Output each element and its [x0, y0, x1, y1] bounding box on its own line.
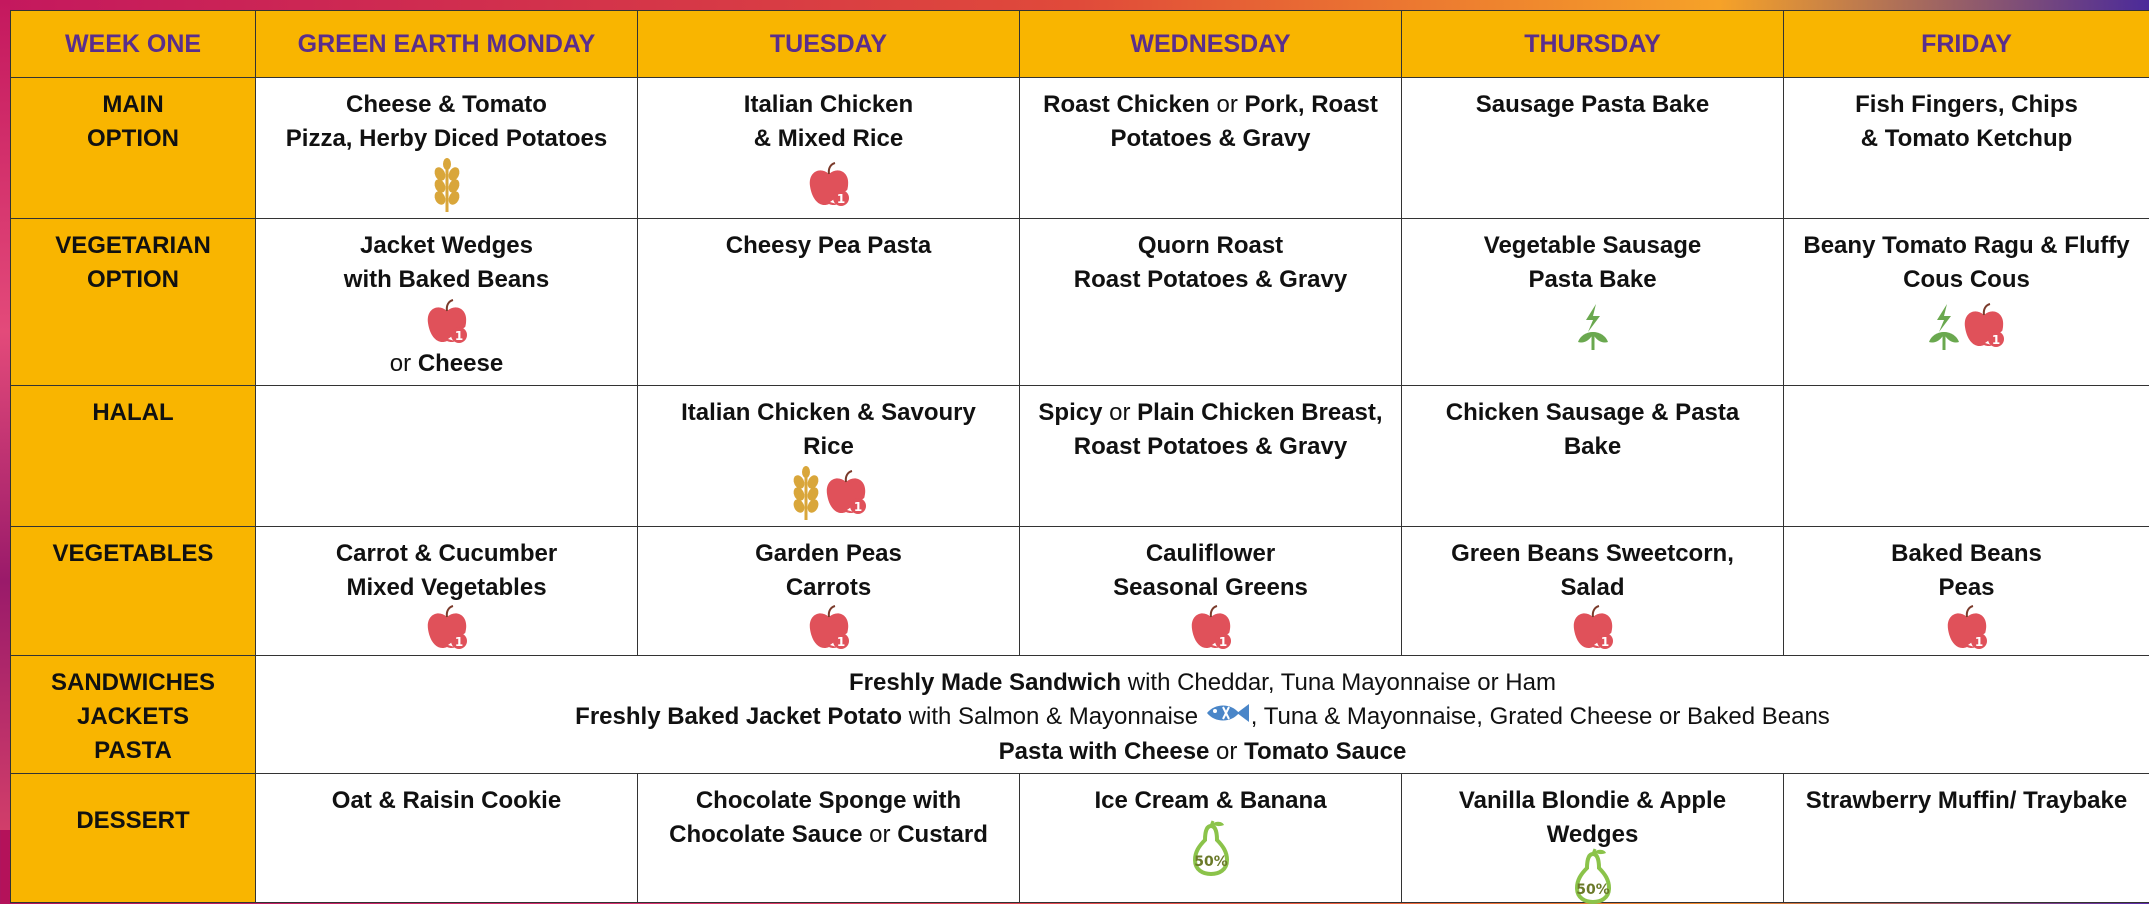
- apple-icon: [806, 162, 852, 210]
- apple-icon: [806, 605, 852, 653]
- sandwiches-row: [11, 656, 2149, 774]
- halal-row: [11, 386, 2149, 527]
- sandwiches-all-week: [256, 656, 2149, 774]
- wheat-icon: [789, 466, 823, 522]
- week-label: WEEK ONE: [11, 11, 256, 78]
- decorative-top-strip: [0, 0, 2149, 10]
- apple-icon: [1944, 605, 1990, 653]
- halal-thursday: Chicken Sausage & Pasta Bake: [1402, 386, 1784, 527]
- header-row: [11, 11, 2149, 78]
- apple-icon: [1188, 605, 1234, 653]
- decorative-left-strip: [0, 0, 10, 830]
- main-option-row: [11, 78, 2149, 219]
- apple-icon: [1570, 605, 1616, 653]
- day-header-wednesday: WEDNESDAY: [1020, 11, 1402, 78]
- svg-text:1: 1: [853, 500, 861, 514]
- main-thursday: Sausage Pasta Bake: [1402, 78, 1784, 219]
- svg-text:1: 1: [1974, 635, 1982, 649]
- row-label-dessert: DESSERT: [11, 773, 256, 902]
- weekly-menu-table: [10, 10, 2149, 903]
- vegetables-thursday: Green Beans Sweetcorn, Salad 1: [1402, 527, 1784, 656]
- row-label-vegetarian-option: VEGETARIAN OPTION: [11, 219, 256, 386]
- dessert-row: [11, 773, 2149, 902]
- dessert-wednesday: Ice Cream & Banana 50%: [1020, 773, 1402, 902]
- apple-icon: [424, 605, 470, 653]
- halal-monday: [256, 386, 638, 527]
- svg-text:1: 1: [1600, 635, 1608, 649]
- day-header-friday: FRIDAY: [1784, 11, 2149, 78]
- svg-text:1: 1: [1991, 333, 1999, 347]
- apple-icon: [424, 299, 470, 347]
- halal-wednesday: Spicy or Plain Chicken Breast, Roast Potatoes & Gravy: [1020, 386, 1402, 527]
- main-wednesday: Roast Chicken or Pork, Roast Potatoes & Gravy: [1020, 78, 1402, 219]
- vegetables-wednesday: Cauliflower Seasonal Greens 1: [1020, 527, 1402, 656]
- fish-icon: [1205, 701, 1251, 735]
- dessert-monday: Oat & Raisin Cookie: [256, 773, 638, 902]
- plant-energy-icon: [1576, 302, 1610, 352]
- row-label-sandwiches: SANDWICHES JACKETS PASTA: [11, 656, 256, 774]
- vegetarian-option-row: [11, 219, 2149, 386]
- vegetables-tuesday: Garden Peas Carrots 1: [638, 527, 1020, 656]
- plant-energy-icon: [1927, 302, 1961, 352]
- vegetables-monday: Carrot & Cucumber Mixed Vegetables 1: [256, 527, 638, 656]
- row-label-halal: HALAL: [11, 386, 256, 527]
- vegetarian-thursday: Vegetable Sausage Pasta Bake: [1402, 219, 1784, 386]
- svg-text:50%: 50%: [1576, 882, 1610, 898]
- row-label-vegetables: VEGETABLES: [11, 527, 256, 656]
- day-header-tuesday: TUESDAY: [638, 11, 1020, 78]
- vegetarian-wednesday: Quorn Roast Roast Potatoes & Gravy: [1020, 219, 1402, 386]
- vegetarian-tuesday: Cheesy Pea Pasta: [638, 219, 1020, 386]
- row-label-main-option: MAIN OPTION: [11, 78, 256, 219]
- vegetables-friday: Baked Beans Peas 1: [1784, 527, 2149, 656]
- dessert-friday: Strawberry Muffin/ Traybake: [1784, 773, 2149, 902]
- day-header-monday: GREEN EARTH MONDAY: [256, 11, 638, 78]
- jacket-potato-line: Freshly Baked Jacket Potato with Salmon & Mayonnaise , Tuna & Mayonnaise, Grated Cheese or Baked Beans: [262, 700, 2143, 735]
- day-header-thursday: THURSDAY: [1402, 11, 1784, 78]
- main-friday: Fish Fingers, Chips & Tomato Ketchup: [1784, 78, 2149, 219]
- svg-text:1: 1: [454, 635, 462, 649]
- wheat-icon: [430, 158, 464, 214]
- apple-icon: [823, 470, 869, 518]
- pear-fifty-percent-icon: [1573, 848, 1613, 904]
- dessert-tuesday: Chocolate Sponge with Chocolate Sauce or Custard: [638, 773, 1020, 902]
- dessert-thursday: Vanilla Blondie & Apple Wedges 50%: [1402, 773, 1784, 902]
- halal-tuesday: Italian Chicken & Savoury Rice 1: [638, 386, 1020, 527]
- main-monday: Cheese & Tomato Pizza, Herby Diced Potatoes: [256, 78, 638, 219]
- svg-text:1: 1: [454, 329, 462, 343]
- vegetarian-friday: Beany Tomato Ragu & Fluffy Cous Cous 1: [1784, 219, 2149, 386]
- vegetarian-monday: Jacket Wedges with Baked Beans 1 or Cheese: [256, 219, 638, 386]
- main-tuesday: Italian Chicken & Mixed Rice 1: [638, 78, 1020, 219]
- svg-text:1: 1: [836, 192, 844, 206]
- pear-fifty-percent-icon: [1191, 820, 1231, 876]
- svg-text:1: 1: [1218, 635, 1226, 649]
- halal-friday: [1784, 386, 2149, 527]
- vegetables-row: [11, 527, 2149, 656]
- pasta-line: Pasta with Cheese or Tomato Sauce: [262, 735, 2143, 769]
- svg-text:50%: 50%: [1194, 854, 1228, 870]
- svg-text:1: 1: [836, 635, 844, 649]
- apple-icon: [1961, 303, 2007, 351]
- sandwich-line: Freshly Made Sandwich with Cheddar, Tuna Mayonnaise or Ham: [262, 666, 2143, 700]
